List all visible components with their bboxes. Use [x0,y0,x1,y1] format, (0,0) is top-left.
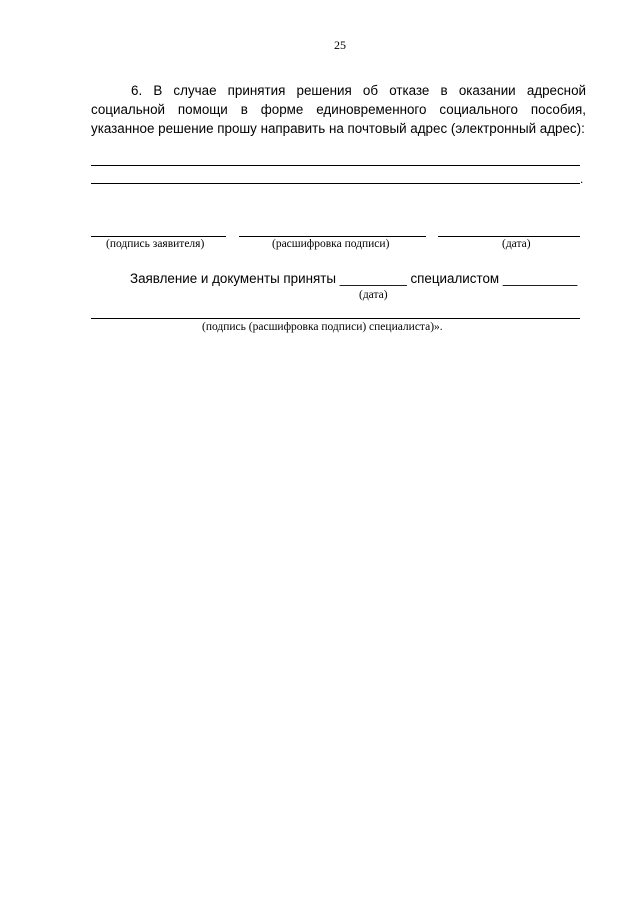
specialist-signature-caption: (подпись (расшифровка подписи) специалиста)». [202,321,443,333]
date-line [438,236,580,237]
applicant-signature-line [91,236,226,237]
acceptance-date-caption: (дата) [359,289,388,301]
specialist-signature-line [91,318,580,319]
date-caption: (дата) [502,238,531,250]
address-end-mark: . [580,172,584,186]
page-number: 25 [334,38,346,52]
acceptance-statement: Заявление и документы приняты _________ специалистом __________ [130,271,578,286]
address-line-1 [91,165,580,166]
signature-transcript-caption: (расшифровка подписи) [272,238,390,250]
signature-transcript-line [239,236,426,237]
address-line-2 [91,183,580,184]
paragraph-6-address-request: 6. В случае принятия решения об отказе в оказании адресной социальной помощи в форме единовременного социального пособия, указанное решение прошу направить на почтовый адрес (электронный адрес): [91,83,586,137]
applicant-signature-caption: (подпись заявителя) [106,238,205,250]
